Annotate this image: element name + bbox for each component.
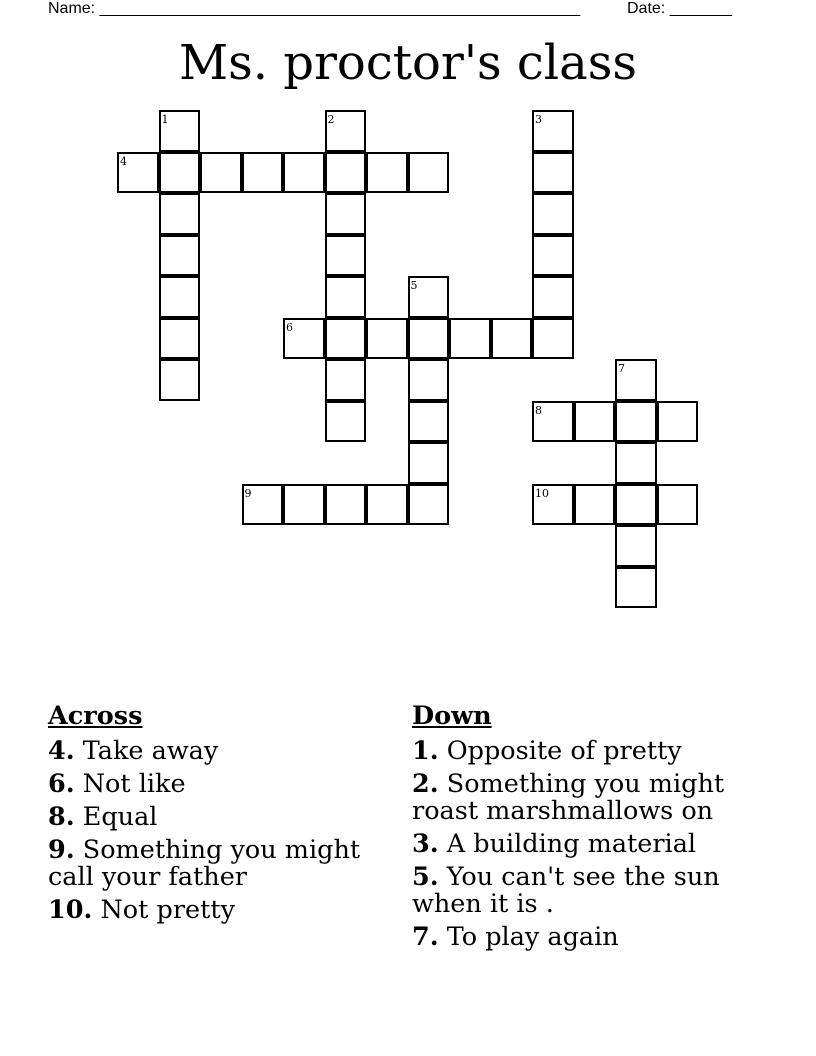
clue-number-label: 4 xyxy=(120,154,127,168)
grid-cell[interactable] xyxy=(615,401,657,443)
grid-cell[interactable] xyxy=(532,276,574,318)
clue-across-4 xyxy=(48,738,378,765)
grid-cell[interactable] xyxy=(574,484,616,526)
grid-cell[interactable] xyxy=(159,110,201,152)
clue-number-label: 6 xyxy=(286,320,293,334)
clue-down-3 xyxy=(412,831,752,858)
clue-text: Opposite of pretty xyxy=(438,736,682,766)
grid-cell[interactable] xyxy=(325,484,367,526)
grid-cell[interactable] xyxy=(242,484,284,526)
clue-number: 4. xyxy=(48,736,75,766)
grid-cell[interactable] xyxy=(283,318,325,360)
grid-cell[interactable] xyxy=(657,484,699,526)
clue-number-label: 3 xyxy=(535,113,542,126)
grid-cell[interactable] xyxy=(532,318,574,360)
grid-cell[interactable] xyxy=(615,567,657,609)
grid-cell[interactable] xyxy=(532,484,574,526)
clue-text: Something you might call your father xyxy=(48,835,361,892)
clue-text: You can't see the sun when it is . xyxy=(412,862,720,919)
grid-cell[interactable] xyxy=(449,318,491,360)
grid-cell[interactable] xyxy=(574,401,616,443)
grid-cell[interactable] xyxy=(408,359,450,401)
clue-text: Equal xyxy=(74,802,158,832)
clue-text: Take away xyxy=(74,736,219,766)
clue-text: To play again xyxy=(438,922,619,952)
clue-number: 10. xyxy=(48,895,93,925)
grid-cell[interactable] xyxy=(408,442,450,484)
grid-cell[interactable] xyxy=(615,359,657,401)
clue-down-2 xyxy=(412,771,752,825)
grid-cell[interactable] xyxy=(366,484,408,526)
clue-number: 8. xyxy=(48,802,75,832)
clue-text: Something you might roast marshmallows on xyxy=(412,769,725,826)
grid-cell[interactable] xyxy=(408,152,450,194)
clue-number-label: 2 xyxy=(327,113,335,126)
clue-number: 6. xyxy=(48,769,75,799)
grid-cell[interactable] xyxy=(325,359,367,401)
grid-cell[interactable] xyxy=(491,318,533,360)
clue-number-label: 10 xyxy=(535,486,549,500)
grid-cell[interactable] xyxy=(242,152,284,194)
clue-number: 7. xyxy=(412,922,439,952)
grid-cell[interactable] xyxy=(159,152,201,194)
grid-cell[interactable] xyxy=(366,318,408,360)
clue-across-10 xyxy=(48,897,378,924)
clue-number: 9. xyxy=(48,835,75,865)
clue-number-label: 7 xyxy=(618,362,625,375)
grid-cell[interactable] xyxy=(325,152,367,194)
grid-cell[interactable] xyxy=(325,276,367,318)
grid-cell[interactable] xyxy=(159,276,201,318)
clue-number-label: 9 xyxy=(244,486,252,500)
clue-number: 1. xyxy=(412,736,439,766)
grid-cell[interactable] xyxy=(366,152,408,194)
clue-text: Not pretty xyxy=(92,895,236,925)
across-clues xyxy=(48,703,378,930)
grid-cell[interactable] xyxy=(283,152,325,194)
name-field: Name: ______________________________________________________ xyxy=(48,0,581,17)
grid-cell[interactable] xyxy=(159,193,201,235)
grid-cell[interactable] xyxy=(532,193,574,235)
grid-cell[interactable] xyxy=(325,235,367,277)
clue-across-8 xyxy=(48,804,378,831)
down-heading: Down xyxy=(412,701,492,731)
grid-cell[interactable] xyxy=(657,401,699,443)
grid-cell[interactable] xyxy=(532,235,574,277)
grid-cell[interactable] xyxy=(159,359,201,401)
grid-cell[interactable] xyxy=(615,525,657,567)
page-title: Ms. proctor's class xyxy=(178,35,638,91)
grid-cell[interactable] xyxy=(532,401,574,443)
grid-cell[interactable] xyxy=(408,276,450,318)
clue-number-label: 8 xyxy=(535,403,542,417)
grid-cell[interactable] xyxy=(325,318,367,360)
grid-cell[interactable] xyxy=(532,110,574,152)
clue-number: 3. xyxy=(412,829,439,859)
clue-text: A building material xyxy=(438,829,697,859)
grid-cell[interactable] xyxy=(325,401,367,443)
clue-text: Not like xyxy=(74,769,186,799)
clue-down-1 xyxy=(412,738,752,765)
grid-cell[interactable] xyxy=(159,318,201,360)
down-clues xyxy=(412,703,752,957)
across-heading: Across xyxy=(48,701,143,731)
grid-cell[interactable] xyxy=(200,152,242,194)
grid-cell[interactable] xyxy=(532,152,574,194)
clue-number-label: 5 xyxy=(410,279,418,292)
grid-cell[interactable] xyxy=(408,484,450,526)
grid-cell[interactable] xyxy=(325,193,367,235)
grid-cell[interactable] xyxy=(325,110,367,152)
grid-cell[interactable] xyxy=(117,152,159,194)
grid-cell[interactable] xyxy=(159,235,201,277)
grid-cell[interactable] xyxy=(283,484,325,526)
grid-cell[interactable] xyxy=(615,442,657,484)
clue-number-label: 1 xyxy=(161,113,169,126)
clue-down-7 xyxy=(412,924,752,951)
clue-across-6 xyxy=(48,771,378,798)
clue-number: 5. xyxy=(412,862,439,892)
grid-cell[interactable] xyxy=(408,401,450,443)
clue-number: 2. xyxy=(412,769,439,799)
date-field: Date: _______ xyxy=(627,0,732,17)
clue-down-5 xyxy=(412,864,752,918)
clue-across-9 xyxy=(48,837,378,891)
grid-cell[interactable] xyxy=(615,484,657,526)
grid-cell[interactable] xyxy=(408,318,450,360)
